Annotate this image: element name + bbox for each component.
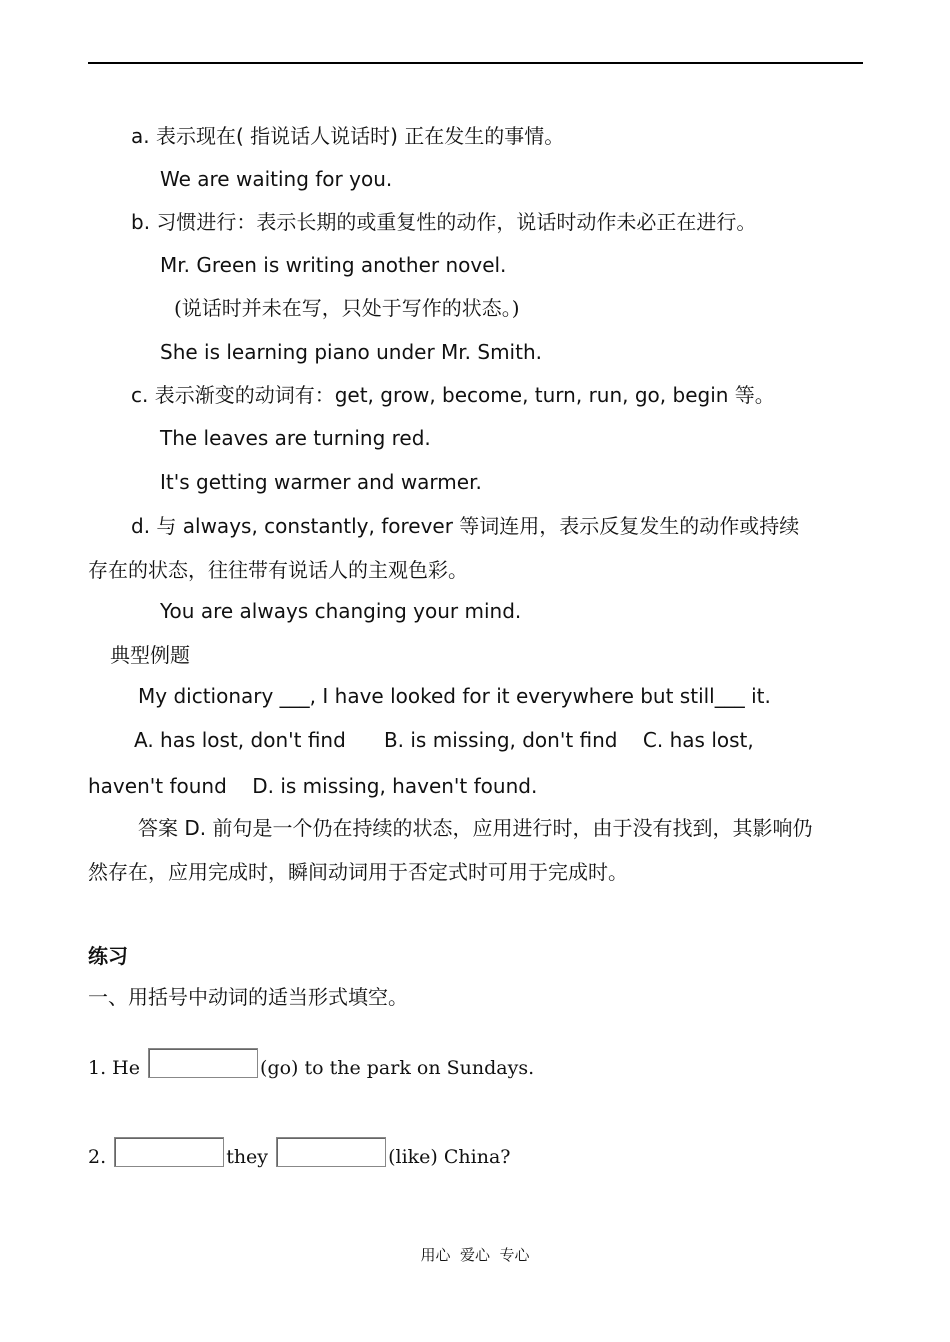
answer-line-2: 然存在，应用完成时，瞬间动词用于否定式时可用于完成时。	[88, 860, 628, 884]
rule-d-line-2: 存在的状态，往往带有说话人的主观色彩。	[88, 558, 468, 582]
item-1-suffix: (go) to the park on Sundays.	[260, 1057, 535, 1079]
exercise-instruction: 一、用括号中动词的适当形式填空。	[88, 985, 408, 1009]
item-1-prefix: 1. He	[88, 1057, 140, 1079]
item-2-middle: they	[226, 1146, 269, 1168]
answer-blank-2a[interactable]	[114, 1137, 224, 1167]
exercise-item-1	[88, 1048, 534, 1082]
header-rule	[88, 62, 863, 64]
answer-blank-2b[interactable]	[276, 1137, 386, 1167]
rule-b: b. 习惯进行：表示长期的或重复性的动作，说话时动作未必正在进行。	[131, 210, 757, 234]
exercise-item-2	[88, 1137, 510, 1171]
example-c-2: It's getting warmer and warmer.	[160, 470, 482, 494]
rule-c: c. 表示渐变的动词有：get, grow, become, turn, run, go, begin 等。	[131, 383, 775, 407]
example-c-1: The leaves are turning red.	[160, 426, 431, 450]
example-b-2: She is learning piano under Mr. Smith.	[160, 340, 542, 364]
example-a-1: We are waiting for you.	[160, 167, 393, 191]
example-b-1: Mr. Green is writing another novel.	[160, 253, 507, 277]
example-heading: 典型例题	[110, 643, 190, 667]
question-text: My dictionary ___, I have looked for it everywhere but still___ it.	[138, 684, 771, 708]
item-2-prefix: 2.	[88, 1146, 107, 1168]
options-line-1: A. has lost, don't find B. is missing, don't find C. has lost,	[134, 728, 754, 752]
rule-a: a. 表示现在( 指说话人说话时) 正在发生的事情。	[131, 124, 565, 148]
example-d-1: You are always changing your mind.	[160, 599, 522, 623]
rule-d-line-1: d. 与 always, constantly, forever 等词连用，表示反复发生的动作或持续	[131, 514, 800, 538]
note-b: (说话时并未在写，只处于写作的状态。)	[174, 296, 520, 320]
answer-blank-1[interactable]	[148, 1048, 258, 1078]
options-line-2: haven't found D. is missing, haven't found.	[88, 774, 538, 798]
answer-line-1: 答案 D. 前句是一个仍在持续的状态，应用进行时，由于没有找到，其影响仍	[138, 816, 813, 840]
exercise-title: 练习	[88, 944, 128, 968]
page-footer: 用心 爱心 专心	[420, 1246, 530, 1264]
item-2-suffix: (like) China?	[388, 1146, 511, 1168]
